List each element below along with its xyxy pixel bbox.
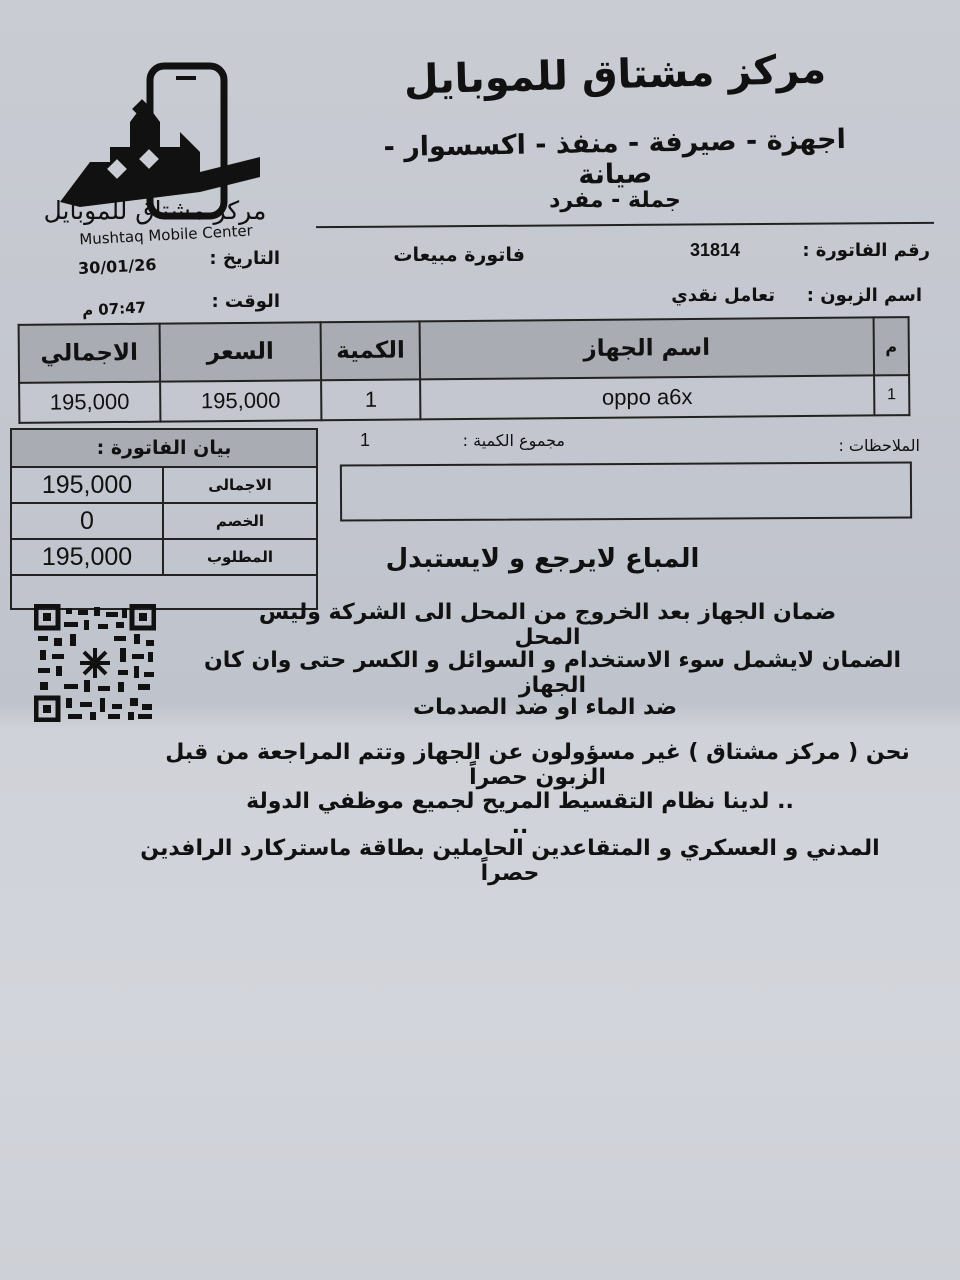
notes-box <box>340 462 912 522</box>
table-row <box>19 375 909 423</box>
customer-label: اسم الزبون : <box>806 285 922 306</box>
policy-line: ضمان الجهاز بعد الخروج من المحل الى الشركة وليس المحل <box>258 600 837 650</box>
date-label: التاريخ : <box>209 248 280 269</box>
summary-title: بيان الفاتورة : <box>11 429 317 467</box>
summary-value: 195,000 <box>11 539 163 575</box>
date-value: 30/01/26 <box>77 254 157 279</box>
logo-arabic-name: مركز مشتاق للموبايل <box>43 196 267 225</box>
invoice-number-label: رقم الفاتورة : <box>802 240 930 261</box>
policy-line: المدني و العسكري و المتقاعدين الحاملين بطاقة ماستركارد الرافدين حصراً <box>140 836 880 886</box>
cell-index: 1 <box>874 375 910 415</box>
cell-price: 195,000 <box>160 380 322 421</box>
summary-row-discount <box>11 503 317 539</box>
notes-label: الملاحظات : <box>838 436 920 455</box>
customer-value: تعامل نقدي <box>671 285 775 306</box>
col-total: الاجمالي <box>19 324 160 383</box>
policy-line: .. لدينا نظام التقسيط المريح لجميع موظفي الدولة .. <box>246 789 794 839</box>
cell-device-name: oppo a6x <box>420 375 874 419</box>
sale-types: جملة - مفرد <box>549 188 681 213</box>
time-label: الوقت : <box>211 291 280 312</box>
items-table <box>18 316 911 424</box>
store-title: مركز مشتاق للموبايل <box>403 46 827 104</box>
invoice-number-value: 31814 <box>690 240 741 260</box>
logo-english-name: Mushtaq Mobile Center <box>78 221 254 249</box>
time-value: 07:47 م <box>81 298 147 320</box>
quantity-total-value: 1 <box>360 430 371 450</box>
col-index: م <box>873 317 909 375</box>
cell-total: 195,000 <box>19 382 160 423</box>
summary-value: 195,000 <box>11 467 163 503</box>
summary-label: الاجمالى <box>163 467 317 503</box>
services-line: اجهزة - صيرفة - منفذ - اكسسوار - صيانة <box>383 123 847 191</box>
summary-row-due <box>11 539 317 575</box>
col-device-name: اسم الجهاز <box>420 317 874 379</box>
summary-label: المطلوب <box>163 539 317 575</box>
policy-line: ضد الماء او ضد الصدمات <box>412 695 678 720</box>
col-price: السعر <box>159 322 321 381</box>
summary-label: الخصم <box>163 503 317 539</box>
policy-line: الضمان لايشمل سوء الاستخدام و السوائل و الكسر حتى وان كان الجهاز <box>203 648 902 698</box>
summary-row-total <box>11 467 317 503</box>
header-divider <box>316 222 934 228</box>
col-quantity: الكمية <box>321 321 421 380</box>
qr-code-icon <box>34 604 156 722</box>
policy-line: نحن ( مركز مشتاق ) غير مسؤولون عن الجهاز وتتم المراجعة من قبل الزبون حصراً <box>165 740 910 790</box>
items-table-header <box>19 317 909 383</box>
no-return-notice: المباع لايرجع و لايستبدل <box>385 544 700 574</box>
invoice-type: فاتورة مبيعات <box>393 244 525 266</box>
summary-value: 0 <box>11 503 163 539</box>
invoice-summary <box>10 428 318 610</box>
cell-quantity: 1 <box>321 379 420 420</box>
quantity-total-label: مجموع الكمية : <box>462 431 565 450</box>
